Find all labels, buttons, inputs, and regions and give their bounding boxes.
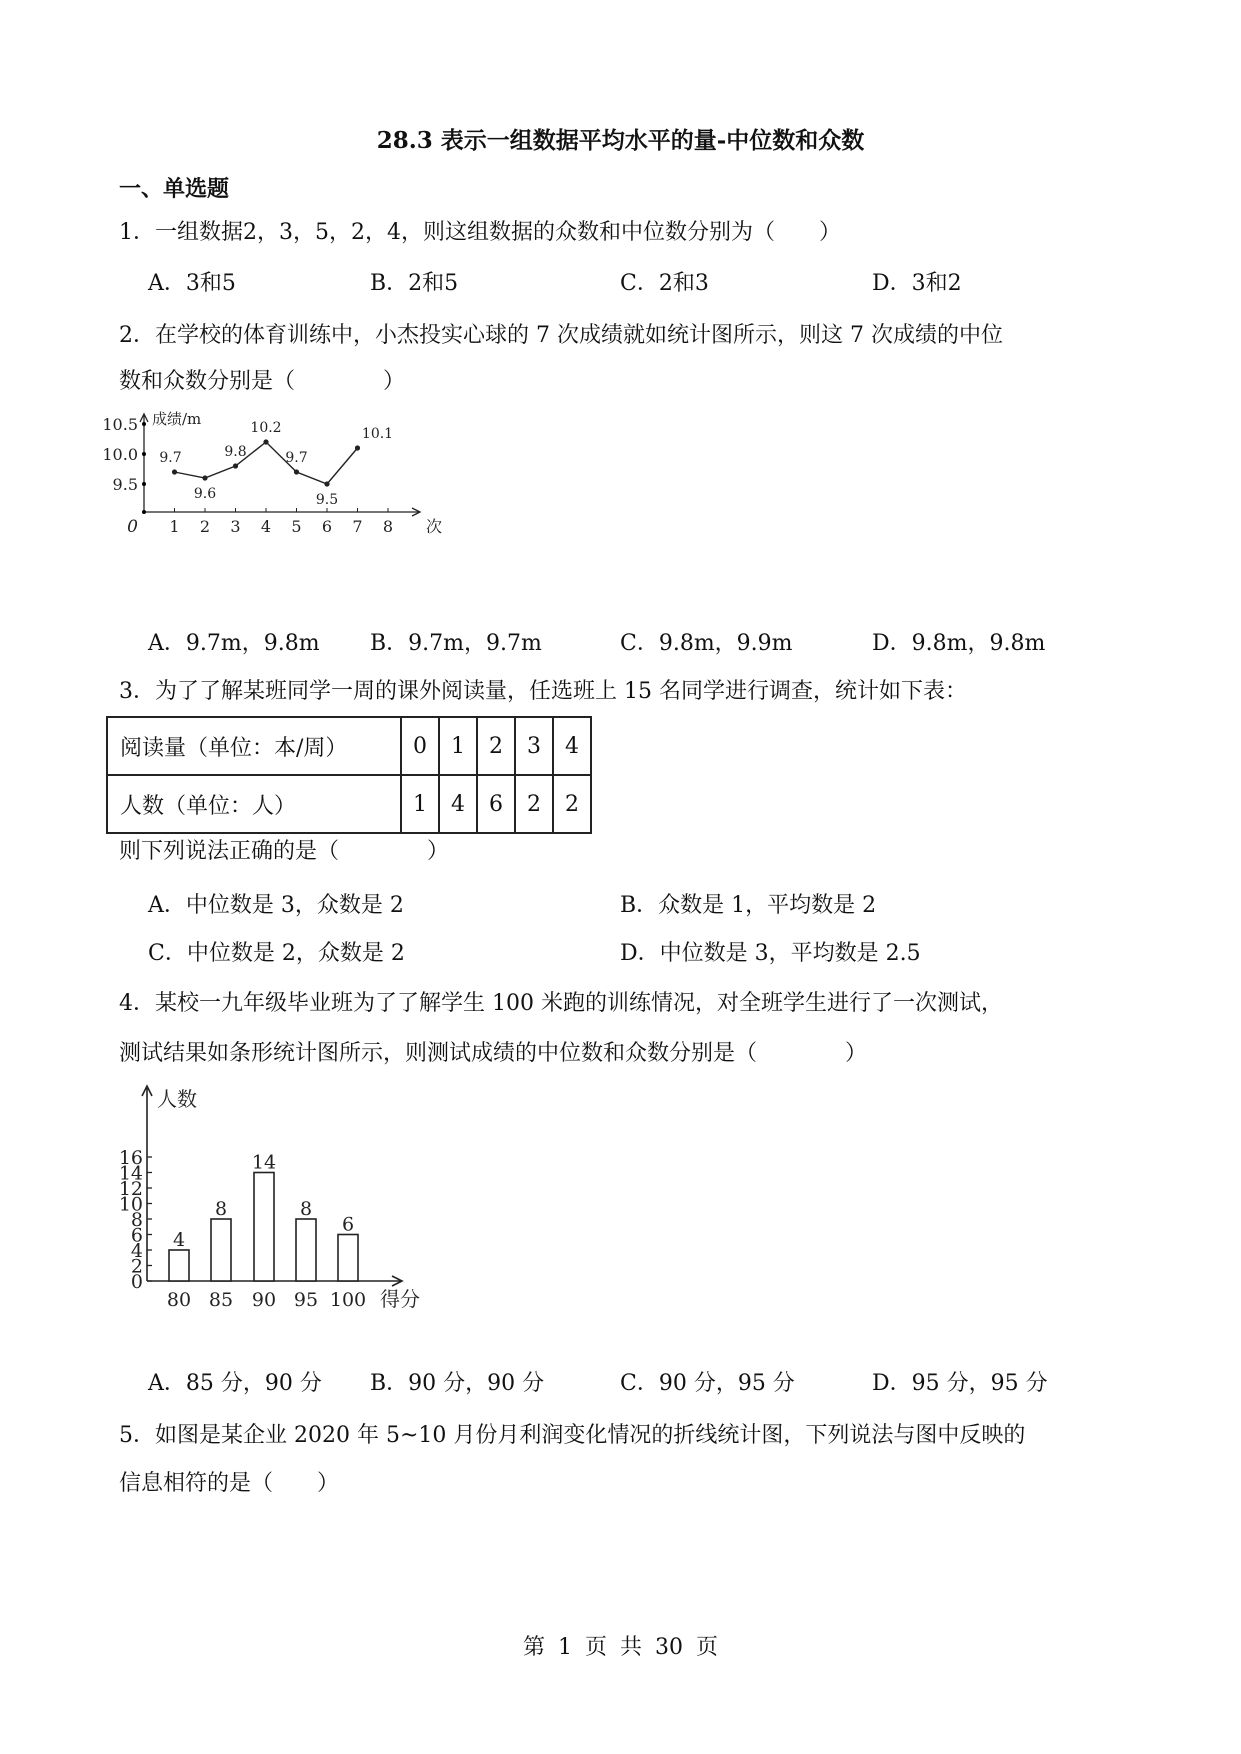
table-cell: 2 <box>553 775 591 833</box>
data-point <box>294 469 299 474</box>
y-tick-label: 6 <box>130 1224 143 1247</box>
data-point <box>172 469 177 474</box>
q2-option-c: C．9.8m，9.9m <box>620 631 793 656</box>
section-heading: 一、单选题 <box>119 176 230 202</box>
data-label: 10.1 <box>361 426 394 442</box>
reading-table <box>106 716 592 834</box>
y-tick-label: 9.5 <box>112 475 138 494</box>
q1-option-d: D．3和2 <box>872 271 962 296</box>
bar-value-label: 14 <box>251 1151 277 1174</box>
table-cell: 2 <box>515 775 553 833</box>
y-tick-label: 10.5 <box>102 415 138 434</box>
data-label: 10.2 <box>250 420 282 436</box>
x-tick-label: 95 <box>293 1289 319 1311</box>
q1-option-b: B．2和5 <box>370 271 459 296</box>
table-cell: 2 <box>477 717 515 775</box>
bar <box>169 1250 189 1281</box>
bar <box>211 1219 231 1281</box>
line-chart-marks <box>159 420 393 508</box>
y-tick-label: 2 <box>130 1255 143 1278</box>
bar-value-label: 8 <box>299 1198 313 1220</box>
y-tick <box>142 422 146 426</box>
q4-option-b: B．90 分，90 分 <box>370 1371 545 1396</box>
y-tick-label: 12 <box>118 1178 143 1200</box>
origin-label: 0 <box>127 517 138 537</box>
table-row <box>107 717 591 775</box>
x-axis-label: 次 <box>426 517 443 536</box>
table-cell: 4 <box>553 717 591 775</box>
table-cell: 0 <box>401 717 439 775</box>
question-1-text: 1．一组数据2，3，5，2，4，则这组数据的众数和中位数分别为（ ） <box>119 220 841 245</box>
bar <box>254 1173 274 1282</box>
bar-value-label: 4 <box>172 1229 186 1251</box>
x-tick-label: 4 <box>260 517 272 536</box>
y-tick-label: 16 <box>118 1147 143 1169</box>
x-tick-label: 90 <box>251 1289 277 1311</box>
question-5-line-1: 5．如图是某企业 2020 年 5~10 月份月利润变化情况的折线统计图，下列说法与图中反映的 <box>119 1423 1026 1448</box>
x-tick-label: 100 <box>329 1289 367 1311</box>
y-tick-label: 8 <box>130 1209 143 1231</box>
question-2-line-2: 数和众数分别是（ ） <box>119 369 406 394</box>
q3-option-d: D．中位数是 3，平均数是 2.5 <box>620 941 921 966</box>
data-point <box>324 481 329 486</box>
y-tick-label: 0 <box>130 1271 143 1293</box>
data-label: 9.5 <box>315 492 339 508</box>
data-point <box>233 463 238 468</box>
bar-chart-scores <box>110 1082 490 1342</box>
data-point <box>263 439 268 444</box>
q4-option-d: D．95 分，95 分 <box>872 1371 1048 1396</box>
x-axis-label: 得分 <box>380 1287 420 1311</box>
bar-chart-marks <box>167 1152 366 1312</box>
q2-option-b: B．9.7m，9.7m <box>370 631 542 656</box>
x-tick-label: 1 <box>169 517 180 536</box>
x-tick-label: 80 <box>166 1289 192 1311</box>
data-label: 9.6 <box>193 486 217 502</box>
table-cell: 1 <box>401 775 439 833</box>
y-axis-label: 人数 <box>157 1087 197 1111</box>
data-point <box>202 475 207 480</box>
x-tick-label: 6 <box>321 517 333 536</box>
q4-option-c: C．90 分，95 分 <box>620 1371 795 1396</box>
page-footer: 第 1 页 共 30 页 <box>523 1635 718 1660</box>
data-label: 9.8 <box>224 444 247 460</box>
q1-option-a: A．3和5 <box>148 271 236 296</box>
q4-option-a: A．85 分，90 分 <box>148 1371 322 1396</box>
q1-option-c: C．2和3 <box>620 271 709 296</box>
y-tick-label: 10.0 <box>102 445 138 464</box>
q3-option-c: C．中位数是 2，众数是 2 <box>148 941 405 966</box>
page-title: 28.3 表示一组数据平均水平的量-中位数和众数 <box>376 127 865 154</box>
table-cell: 1 <box>439 717 477 775</box>
y-tick-label: 14 <box>118 1162 143 1185</box>
x-tick-label: 7 <box>352 517 363 536</box>
question-4-line-2: 测试结果如条形统计图所示，则测试成绩的中位数和众数分别是（ ） <box>119 1041 868 1066</box>
table-row <box>107 775 591 833</box>
question-3-after: 则下列说法正确的是（ ） <box>119 839 450 864</box>
x-tick-label: 85 <box>208 1289 234 1311</box>
y-tick <box>142 482 146 486</box>
series-line <box>175 442 358 484</box>
table-cell: 3 <box>515 717 553 775</box>
y-axis-label: 成绩/m <box>152 410 202 428</box>
bar <box>338 1235 358 1282</box>
q3-option-a: A．中位数是 3，众数是 2 <box>148 893 404 918</box>
question-2-line-1: 2．在学校的体育训练中，小杰投实心球的 7 次成绩就如统计图所示，则这 7 次成绩的中位 <box>119 323 1003 348</box>
x-tick-label: 5 <box>291 517 302 536</box>
x-tick-label: 3 <box>230 517 241 536</box>
question-3-text: 3．为了了解某班同学一周的课外阅读量，任选班上 15 名同学进行调查，统计如下表： <box>119 679 967 704</box>
x-tick-label: 8 <box>382 517 394 536</box>
bar-value-label: 8 <box>214 1198 228 1220</box>
data-label: 9.7 <box>285 450 308 466</box>
table-header-people: 人数（单位：人） <box>107 775 401 833</box>
table-header-reading: 阅读量（单位：本/周） <box>107 717 401 775</box>
origin-dot <box>142 510 146 514</box>
question-4-line-1: 4．某校一九年级毕业班为了了解学生 100 米跑的训练情况，对全班学生进行了一次测试， <box>119 991 1003 1016</box>
data-label: 9.7 <box>159 450 182 466</box>
line-chart-scores <box>102 410 490 612</box>
bar-value-label: 6 <box>341 1213 355 1236</box>
data-point <box>355 445 360 450</box>
y-tick-label: 4 <box>130 1240 143 1262</box>
x-tick-label: 2 <box>199 517 211 536</box>
q3-option-b: B．众数是 1，平均数是 2 <box>620 893 877 918</box>
table-cell: 4 <box>439 775 477 833</box>
q2-option-a: A．9.7m，9.8m <box>148 631 320 656</box>
y-tick <box>142 452 146 456</box>
bar <box>296 1219 316 1281</box>
y-tick-label: 10 <box>118 1193 143 1216</box>
table-cell: 6 <box>477 775 515 833</box>
q2-option-d: D．9.8m，9.8m <box>872 631 1046 656</box>
question-5-line-2: 信息相符的是（ ） <box>119 1471 340 1496</box>
